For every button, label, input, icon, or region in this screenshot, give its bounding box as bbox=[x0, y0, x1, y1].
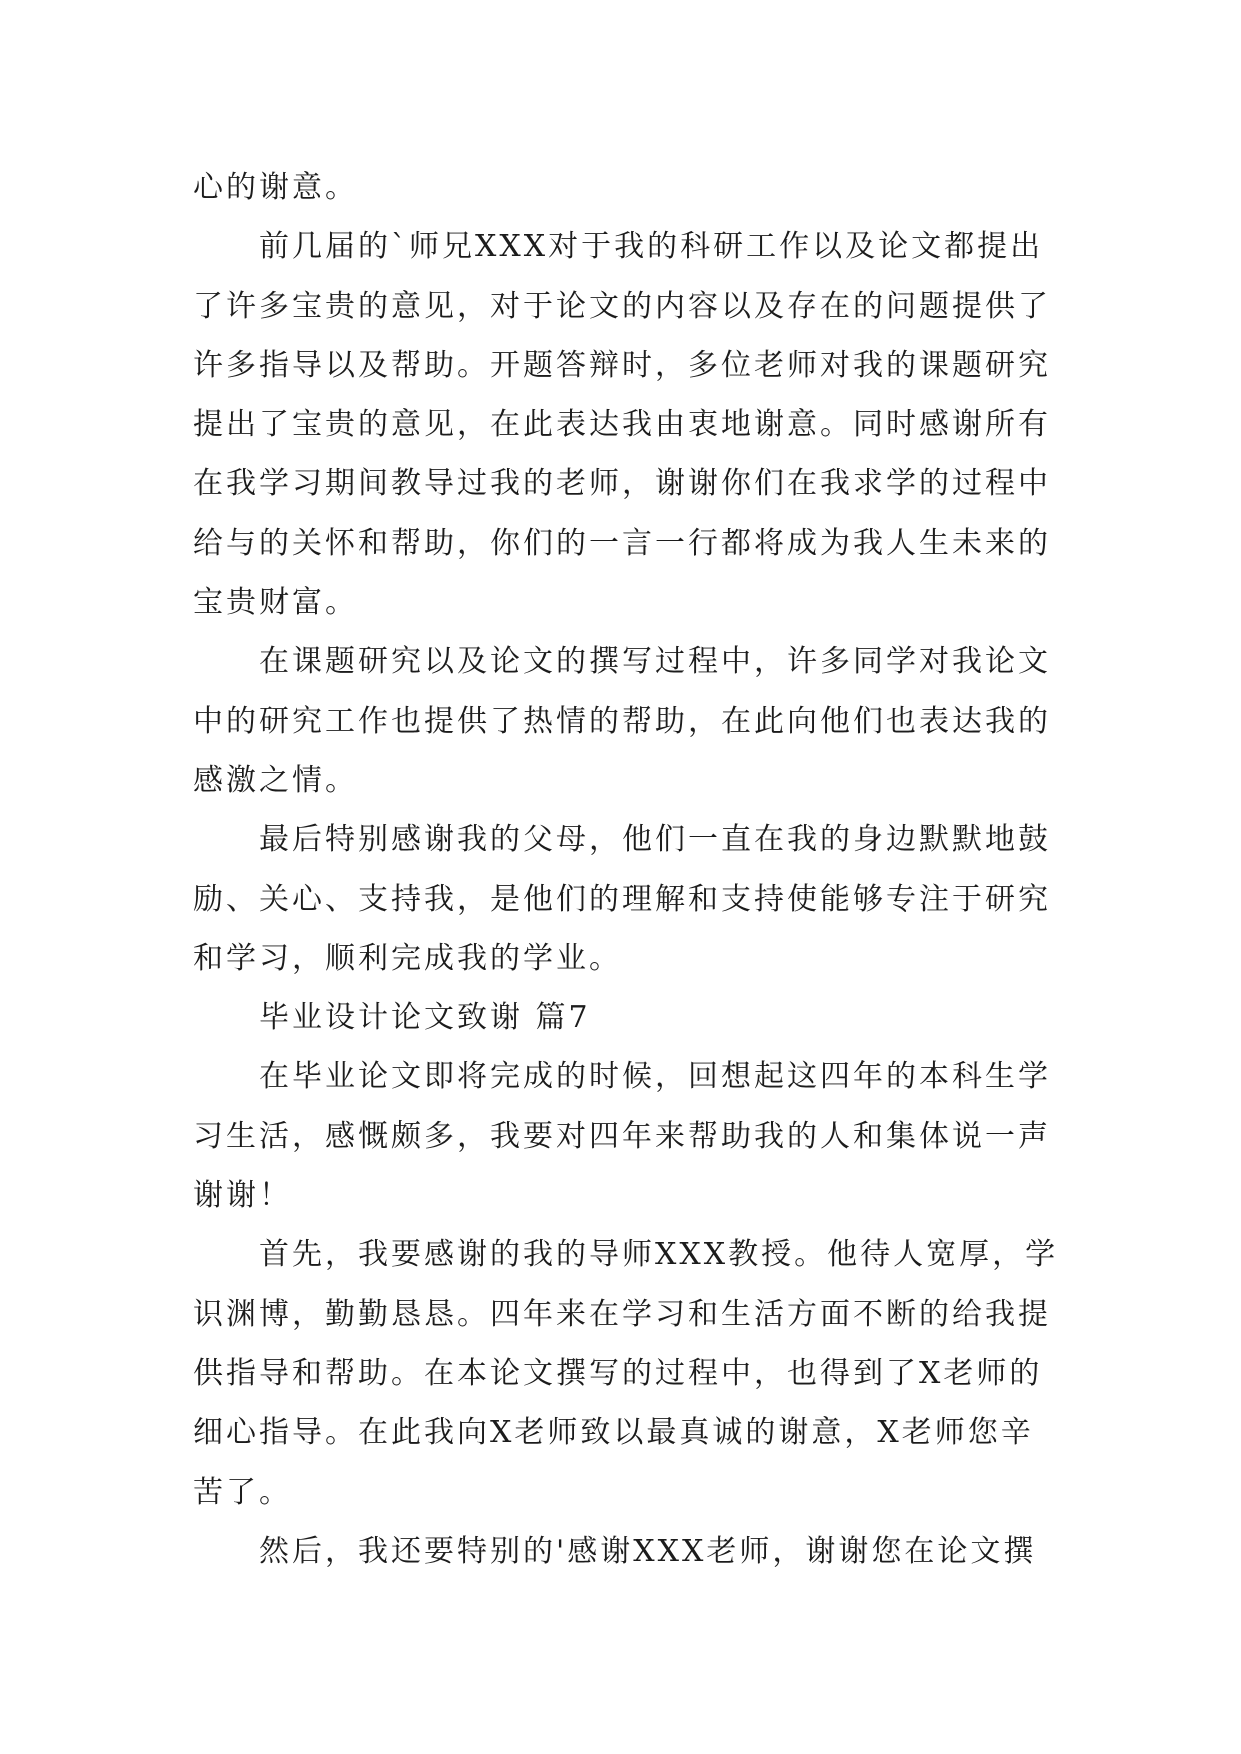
text-line: 在我学习期间教导过我的老师，谢谢你们在我求学的过程中 bbox=[193, 466, 1051, 502]
text-line: 谢谢！ bbox=[193, 1178, 292, 1214]
text-line: 首先，我要感谢的我的导师XXX教授。他待人宽厚，学 bbox=[259, 1237, 1059, 1273]
text-line: 然后，我还要特别的'感谢XXX老师，谢谢您在论文撰 bbox=[259, 1533, 1037, 1569]
text-line: 苦了。 bbox=[193, 1474, 292, 1510]
text-line: 在毕业论文即将完成的时候，回想起这四年的本科生学 bbox=[259, 1059, 1051, 1095]
text-line: 许多指导以及帮助。开题答辩时，多位老师对我的课题研究 bbox=[193, 347, 1051, 383]
text-line: 励、关心、支持我，是他们的理解和支持使能够专注于研究 bbox=[193, 881, 1051, 917]
text-line: 最后特别感谢我的父母，他们一直在我的身边默默地鼓 bbox=[259, 822, 1051, 858]
text-line: 中的研究工作也提供了热情的帮助，在此向他们也表达我的 bbox=[193, 703, 1051, 739]
text-line: 感激之情。 bbox=[193, 762, 358, 798]
text-line: 和学习，顺利完成我的学业。 bbox=[193, 940, 622, 976]
text-line: 了许多宝贵的意见，对于论文的内容以及存在的问题提供了 bbox=[193, 288, 1051, 324]
section-heading: 毕业设计论文致谢 篇7 bbox=[259, 1000, 591, 1036]
text-line: 宝贵财富。 bbox=[193, 585, 358, 621]
text-line: 心的谢意。 bbox=[193, 170, 358, 205]
text-line: 习生活，感慨颇多，我要对四年来帮助我的人和集体说一声 bbox=[193, 1118, 1051, 1154]
text-line: 识渊博，勤勤恳恳。四年来在学习和生活方面不断的给我提 bbox=[193, 1296, 1051, 1332]
body-text bbox=[193, 158, 1059, 1581]
text-line: 前几届的`师兄XXX对于我的科研工作以及论文都提出 bbox=[259, 229, 1044, 265]
text-line: 在课题研究以及论文的撰写过程中，许多同学对我论文 bbox=[259, 644, 1051, 680]
text-line: 细心指导。在此我向X老师致以最真诚的谢意，X老师您辛 bbox=[193, 1415, 1034, 1451]
text-line: 提出了宝贵的意见，在此表达我由衷地谢意。同时感谢所有 bbox=[193, 407, 1051, 443]
text-line: 供指导和帮助。在本论文撰写的过程中，也得到了X老师的 bbox=[193, 1355, 1043, 1391]
text-line: 给与的关怀和帮助，你们的一言一行都将成为我人生未来的 bbox=[193, 525, 1051, 561]
